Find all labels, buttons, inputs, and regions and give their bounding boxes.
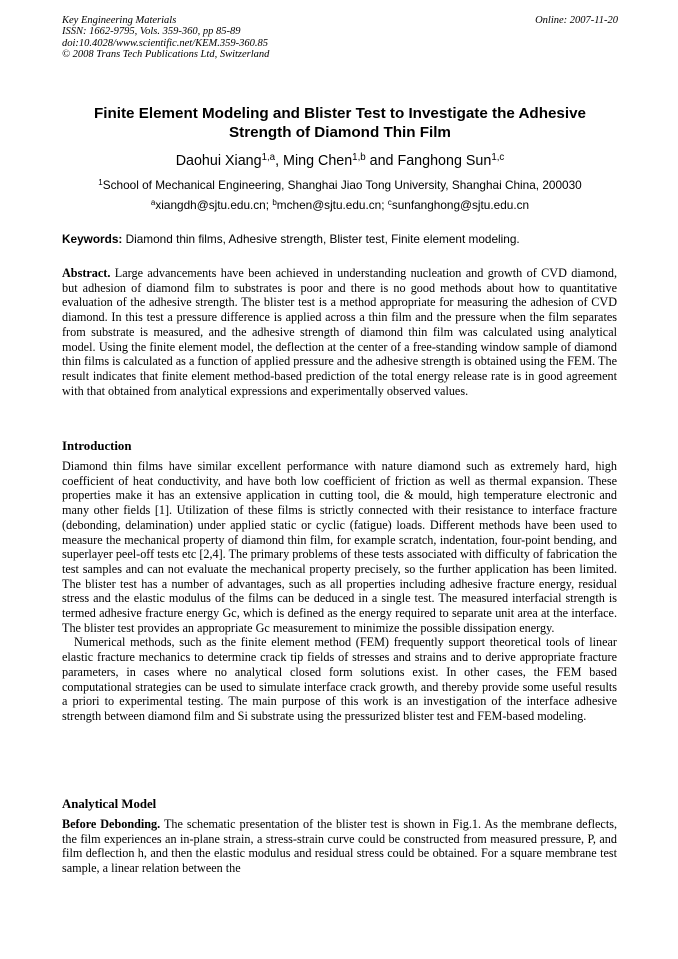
analytical-model-heading: Analytical Model <box>62 797 157 811</box>
doi-line: doi:10.4028/www.scientific.net/KEM.359-360.85 <box>62 37 268 49</box>
journal-name: Key Engineering Materials <box>62 15 177 26</box>
abstract-label: Abstract. <box>62 266 111 280</box>
keywords <box>62 232 618 246</box>
email-mark: a <box>150 198 156 207</box>
analytical-model-body <box>62 817 617 876</box>
author-affil-mark: 1,a <box>261 152 276 164</box>
journal-header <box>62 15 618 61</box>
title-line-2: Strength of Diamond Thin Film <box>229 124 451 141</box>
introduction-body <box>62 459 617 724</box>
affiliation <box>62 178 618 192</box>
online-date: Online: 2007-11-20 <box>535 15 618 26</box>
keywords-text: Diamond thin films, Adhesive strength, Blister test, Finite element modeling. <box>122 232 520 246</box>
affiliation-text: School of Mechanical Engineering, Shanghai Jiao Tong University, Shanghai China, 200030 <box>102 178 582 192</box>
email-separator: ; <box>381 198 388 212</box>
email-address: sunfanghong@sjtu.edu.cn <box>391 198 530 212</box>
subsection-label: Before Debonding. <box>62 817 161 831</box>
email-address: xiangdh@sjtu.edu.cn <box>155 198 266 212</box>
email-mark: b <box>272 198 277 207</box>
email-mark: c <box>387 198 392 207</box>
keywords-label: Keywords: <box>62 232 123 246</box>
paper-title <box>62 104 618 142</box>
abstract-text: Large advancements have been achieved in understanding nucleation and growth of CVD diamond, but adhesion of diamond film to substrates is poor and there is no good methods about how to quantitative evaluation of the adhesive strength. The blister test is a method appropriate for measuring the adhesion of CVD diamond. In this test a pressure difference is applied across a thin film and the pressure when the film separates from substrate is measured, and the adhesive strength of diamond thin film was calculated using analytical model. Using the finite element model, the deflection at the center of a free-standing window sample of diamond thin films is calculated as a function of applied pressure and the adhesive strength is obtained using the FEM. The result indicates that finite element method-based prediction of the total energy release rate is in good agreement with that obtained from analytical expressions and experimentally observed values. <box>62 266 617 398</box>
author-name: Daohui Xiang <box>175 153 262 169</box>
subsection-text: The schematic presentation of the blister test is shown in Fig.1. As the membrane deflects, the film experiences an in-plane strain, a stress-strain curve could be constructed from measured pressure, P, and film deflection h, and then the elastic modulus and residual stress could be obtained. For a square membrane test sample, a linear relation between the <box>62 817 618 876</box>
author-list <box>62 152 618 170</box>
affiliation-mark: 1 <box>98 178 103 187</box>
author-affil-mark: 1,b <box>352 152 366 164</box>
author-separator: , <box>275 153 284 169</box>
copyright-line: © 2008 Trans Tech Publications Ltd, Switzerland <box>62 49 270 61</box>
introduction-heading: Introduction <box>62 439 132 453</box>
title-line-1: Finite Element Modeling and Blister Test to Investigate the Adhesive <box>94 105 586 122</box>
author-name: Fanghong Sun <box>397 153 492 169</box>
author-separator: and <box>365 153 398 169</box>
author-affil-mark: 1,c <box>491 152 505 164</box>
email-address: mchen@sjtu.edu.cn <box>276 198 382 212</box>
issn-line: ISSN: 1662-9795, Vols. 359-360, pp 85-89 <box>62 26 241 38</box>
author-name: Ming Chen <box>283 153 353 169</box>
paragraph: Diamond thin films have similar excellent performance with nature diamond such as extremely hard, high coefficient of heat conductivity, and have both low coefficient of friction as well as thermal expansion. These properties make it has an extensive application in cutting tool, die & mould, high temperature electronic and many other fields [1]. Utilization of these films is strictly connected with their resistance to interface fracture (debonding, delamination) under applied static or cyclic (fatigue) loads. Different methods have been used to measure the mechanical property of diamond thin film, for example scratch, indentation, four-point bending, and superlayer peel-off tests etc [2,4]. The primary problems of these tests associated with difficulty of fabrication the test samples and can not evaluate the mechanical property precisely, so the further application has been limited. The blister test has a number of advantages, such as all properties including adhesive fracture energy, residual stress and the elastic modulus of the films can be deduced in a single test. The measured interfacial strength is termed adhesive fracture energy Gc, which is defined as the energy required to separate unit area at the interface. The blister test provides an appropriate Gc measurement to minimize the possible dissipation energy. <box>62 459 617 635</box>
email-separator: ; <box>265 198 273 212</box>
paragraph: Numerical methods, such as the finite element method (FEM) frequently support theoretical tools of linear elastic fracture mechanics to determine crack tip fields of stresses and strains and to derive appropriate fracture parameters, in cases where no analytical closed form solutions exist. In other cases, the FEM based computational strategies can be used to simulate interface crack growth, and thereby provide some useful results a priori to experimental testing. The main purpose of this work is an investigation of the interface adhesive strength between diamond film and Si substrate using the pressurized blister test and FEM-based modeling. <box>62 635 617 723</box>
email-list <box>62 198 618 212</box>
abstract <box>62 266 617 398</box>
